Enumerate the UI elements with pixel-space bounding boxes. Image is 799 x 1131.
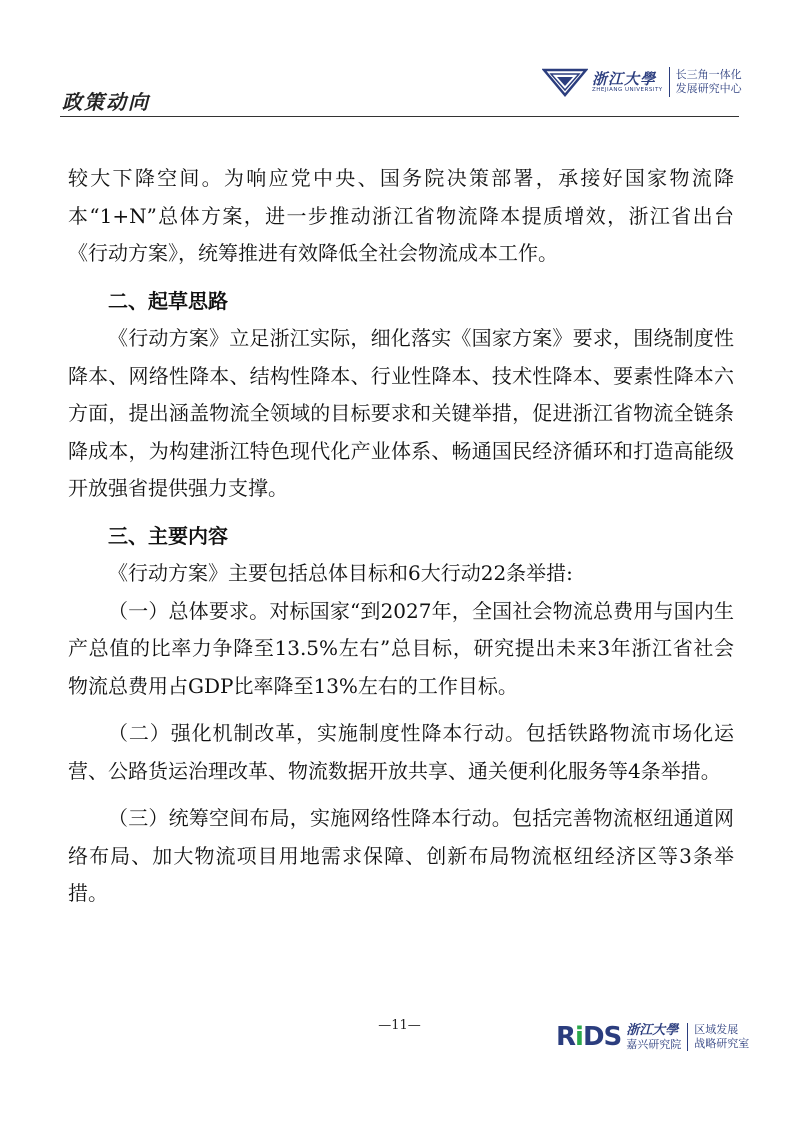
logo-en: ZHEJIANG UNIVERSITY xyxy=(592,87,663,93)
logo-divider xyxy=(669,67,670,97)
paragraph-4: （一）总体要求。对标国家“到2027年，全国社会物流总费用与国内生产总值的比率力争降至13.5%左右”总目标，研究提出未来3年浙江省社会物流总费用占GDP比率降至13%左右的工作目标。 xyxy=(68,598,734,698)
footer-logo-divider xyxy=(687,1023,688,1051)
rds-logo: RiDS xyxy=(556,1022,622,1052)
paragraph-1: 较大下降空间。为响应党中央、国务院决策部署，承接好国家物流降本“1+N”总体方案，进一步推动浙江省物流降本提质增效，浙江省出台《行动方案》，统筹推进有效降低全社会物流成本工作。 xyxy=(68,166,734,265)
footer-logo xyxy=(556,1022,749,1052)
paragraph-5: （二）强化机制改革，实施制度性降本行动。包括铁路物流市场化运营、公路货运治理改革、物流数据开放共享、通关便利化服务等4条举措。 xyxy=(68,721,734,783)
footer-right-line2: 战略研究室 xyxy=(694,1037,750,1050)
logo-center-line1: 长三角一体化 xyxy=(675,68,742,81)
header-logo xyxy=(542,64,742,100)
footer-zju: 浙江大學 xyxy=(626,1022,679,1038)
heading-2: 二、起草思路 xyxy=(108,288,228,313)
heading-3: 三、主要内容 xyxy=(108,523,228,548)
paragraph-6: （三）统筹空间布局，实施网络性降本行动。包括完善物流枢纽通道网络布局、加大物流项目用地需求保障、创新布局物流枢纽经济区等3条举措。 xyxy=(68,806,734,905)
footer-jiaxing: 嘉兴研究院 xyxy=(626,1037,682,1051)
paragraph-3: 《行动方案》主要包括总体目标和6大行动22条举措: xyxy=(108,561,573,585)
logo-center-line2: 发展研究中心 xyxy=(675,82,742,95)
logo-cn: 浙江大學 xyxy=(592,70,657,88)
page-number: —11— xyxy=(378,1018,421,1033)
footer-right-line1: 区域发展 xyxy=(694,1023,739,1036)
zju-emblem-icon xyxy=(542,67,588,97)
section-title: 政策动向 xyxy=(62,90,150,114)
paragraph-2: 《行动方案》立足浙江实际，细化落实《国家方案》要求，围绕制度性降本、网络性降本、结构性降本、行业性降本、技术性降本、要素性降本六方面，提出涵盖物流全领域的目标要求和关键举措，促进浙江省物流全链条降成本，为构建浙江特色现代化产业体系、畅通国民经济循环和打造高能级开放强省提供强力支撑。 xyxy=(68,326,734,500)
header-rule xyxy=(60,116,739,117)
document-body xyxy=(68,160,734,913)
